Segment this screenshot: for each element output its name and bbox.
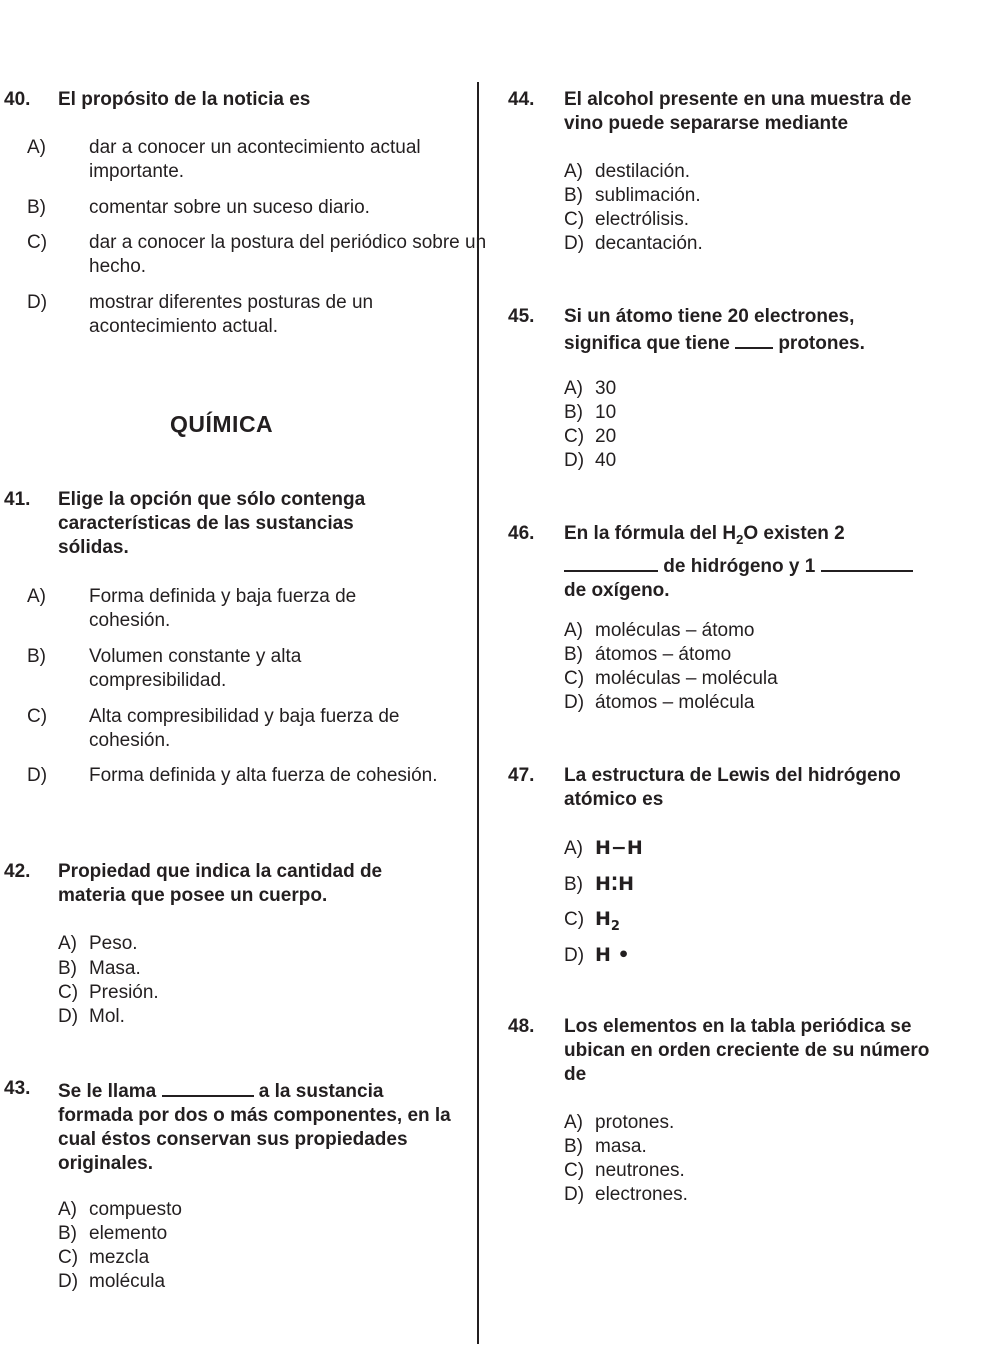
option-d[interactable]: D) Forma definida y alta fuerza de cohesión. bbox=[27, 765, 438, 786]
option-c[interactable]: C) 20 bbox=[564, 426, 617, 447]
lewis-structure: H⁚H bbox=[595, 873, 635, 895]
option-c[interactable]: C) moléculas – molécula bbox=[564, 668, 778, 689]
question-number: 40. bbox=[4, 89, 31, 110]
option-d[interactable]: D) 40 bbox=[564, 450, 617, 471]
question-number: 44. bbox=[508, 89, 535, 110]
option-c[interactable]: C) $H_2$ bbox=[564, 908, 620, 934]
option-d[interactable]: D) H • bbox=[564, 944, 630, 966]
option-b[interactable]: B) masa. bbox=[564, 1136, 647, 1157]
question-stem: Propiedad que indica la cantidad de materia que posee un cuerpo. bbox=[58, 861, 383, 906]
option-b[interactable]: B) comentar sobre un suceso diario. bbox=[27, 197, 370, 218]
option-a[interactable]: A) Peso. bbox=[58, 933, 138, 954]
option-a[interactable]: A) moléculas – átomo bbox=[564, 620, 755, 641]
option-d[interactable]: D) Mol. bbox=[58, 1006, 125, 1027]
question-stem: Los elementos en la tabla periódica se ubican en orden creciente de su número de bbox=[564, 1016, 930, 1085]
question-stem: Se le llama a la sustancia formada por dos o más componentes, en la cual éstos conservan sus propiedades originales. bbox=[58, 1077, 453, 1176]
answer-blank bbox=[564, 552, 658, 572]
option-a[interactable]: A) Forma definida y baja fuerza de cohesión. bbox=[27, 586, 357, 631]
question-number: 46. bbox=[508, 523, 535, 544]
option-a[interactable]: A) compuesto bbox=[58, 1199, 182, 1220]
option-c[interactable]: C) Presión. bbox=[58, 982, 159, 1003]
option-a[interactable]: A) H−H bbox=[564, 837, 643, 859]
option-c[interactable]: C) mezcla bbox=[58, 1247, 150, 1268]
question-number: 43. bbox=[4, 1078, 31, 1099]
question-number: 41. bbox=[4, 489, 31, 510]
option-b[interactable]: B) Masa. bbox=[58, 958, 141, 979]
question-stem: El propósito de la noticia es bbox=[58, 89, 311, 110]
option-a[interactable]: A) dar a conocer un acontecimiento actual importante. bbox=[27, 137, 421, 182]
question-stem: En la fórmula del $H_2O$ existen 2 de hidrógeno y 1 de oxígeno. bbox=[564, 522, 944, 603]
question-stem: El alcohol presente en una muestra de vino puede separarse mediante bbox=[564, 89, 912, 134]
option-d[interactable]: D) decantación. bbox=[564, 233, 703, 254]
question-stem: Si un átomo tiene 20 electrones, significa que tiene protones. bbox=[564, 306, 865, 354]
option-c[interactable]: C) Alta compresibilidad y baja fuerza de cohesión. bbox=[27, 706, 400, 751]
question-number: 45. bbox=[508, 306, 535, 327]
option-d[interactable]: D) molécula bbox=[58, 1271, 166, 1292]
option-b[interactable]: B) 10 bbox=[564, 402, 617, 423]
option-c[interactable]: C) neutrones. bbox=[564, 1160, 685, 1181]
question-number: 42. bbox=[4, 861, 31, 882]
question-stem: La estructura de Lewis del hidrógeno atómico es bbox=[564, 765, 901, 810]
option-d[interactable]: D) electrones. bbox=[564, 1184, 688, 1205]
answer-blank bbox=[162, 1077, 254, 1097]
option-a[interactable]: A) destilación. bbox=[564, 161, 691, 182]
option-b[interactable]: B) sublimación. bbox=[564, 185, 701, 206]
question-number: 47. bbox=[508, 765, 535, 786]
option-b[interactable]: B) Volumen constante y alta compresibilidad. bbox=[27, 646, 302, 691]
option-c[interactable]: C) electrólisis. bbox=[564, 209, 689, 230]
option-c[interactable]: C) dar a conocer la postura del periódico sobre un hecho. bbox=[27, 232, 487, 277]
option-d[interactable]: D) átomos – molécula bbox=[564, 692, 755, 713]
option-b[interactable]: B) H⁚H bbox=[564, 873, 635, 895]
section-title: QUÍMICA bbox=[170, 411, 274, 437]
question-number: 48. bbox=[508, 1016, 535, 1037]
option-b[interactable]: B) elemento bbox=[58, 1223, 168, 1244]
option-a[interactable]: A) protones. bbox=[564, 1112, 675, 1133]
option-b[interactable]: B) átomos – átomo bbox=[564, 644, 732, 665]
answer-blank bbox=[821, 552, 913, 572]
option-a[interactable]: A) 30 bbox=[564, 378, 617, 399]
lewis-structure: $H_2$ bbox=[595, 908, 620, 934]
lewis-structure: H−H bbox=[595, 837, 643, 859]
option-d[interactable]: D) mostrar diferentes posturas de un acontecimiento actual. bbox=[27, 292, 374, 337]
answer-blank bbox=[735, 329, 773, 349]
lewis-structure: H • bbox=[595, 944, 630, 966]
question-stem: Elige la opción que sólo contenga características de las sustancias sólidas. bbox=[58, 489, 366, 558]
